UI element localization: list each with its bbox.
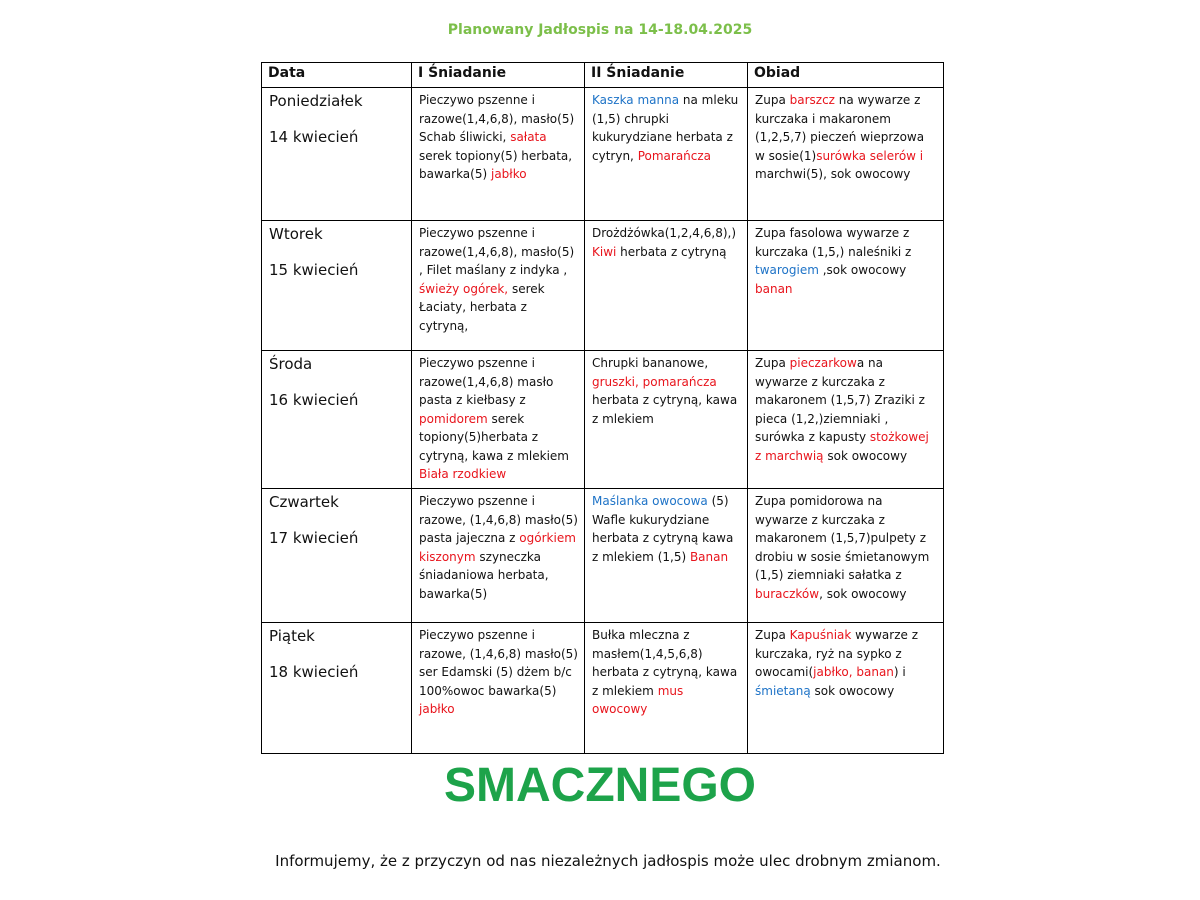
day-cell [262, 88, 412, 221]
highlighted-food: Banan [689, 549, 729, 564]
header-data: Data [262, 63, 412, 88]
highlighted-food: twarogiem [755, 263, 819, 277]
breakfast-2-cell [585, 623, 748, 754]
menu-text: na mleku (1,5) chrupki kukurydziane herbata z cytryn, [592, 93, 739, 163]
menu-text: (5) Wafle kukurydziane herbata z cytryną kawa z mlekiem (1,5) [592, 494, 734, 564]
highlighted-food: jabłko [490, 167, 527, 181]
table-row [262, 489, 944, 623]
highlighted-food: jabłko [419, 702, 455, 716]
menu-text: , sok owocowy [819, 586, 907, 601]
lunch-cell [748, 623, 944, 754]
day-date: 16 kwiecień [269, 391, 359, 409]
highlighted-food: Biała rzodkiew [419, 467, 507, 481]
table-row [262, 221, 944, 351]
breakfast-2-cell [585, 489, 748, 623]
day-name: Wtorek [269, 225, 323, 243]
highlighted-food: śmietaną [755, 683, 811, 698]
highlighted-food: Kiwi [592, 244, 617, 259]
menu-text: marchwi(5), sok owocowy [755, 167, 911, 181]
menu-text: ) i [893, 665, 906, 679]
table-row [262, 88, 944, 221]
day-name: Środa [269, 355, 313, 373]
highlighted-food: sałata [510, 130, 547, 144]
breakfast-2-cell [585, 351, 748, 489]
menu-text: serek topiony(5) herbata, bawarka(5) [419, 148, 573, 181]
day-date: 14 kwiecień [269, 128, 359, 146]
breakfast-1-cell [412, 351, 585, 489]
menu-text: Zupa [755, 628, 790, 642]
lunch-cell [748, 489, 944, 623]
menu-text: herbata z cytryną [616, 244, 727, 259]
menu-text: Bułka mleczna z masłem(1,4,5,6,8) herbata z cytryną, kawa z mlekiem [592, 628, 738, 698]
day-cell [262, 351, 412, 489]
table-row [262, 623, 944, 754]
highlighted-food: ogórkiem kiszonym [419, 531, 576, 564]
highlighted-food: Kapuśniak [789, 628, 852, 642]
highlighted-food: stożkowej z marchwią [755, 430, 929, 463]
menu-text: herbata z cytryną, kawa z mlekiem [592, 393, 738, 426]
highlighted-food: jabłko, banan [813, 665, 894, 679]
menu-text: Pieczywo pszenne i razowe, (1,4,6,8) masło(5) pasta jajeczna z [419, 494, 578, 545]
breakfast-1-cell [412, 221, 585, 351]
menu-text: Pieczywo pszenne i razowe(1,4,6,8), masło(5) , Filet maślany z indyka , [419, 226, 575, 277]
breakfast-1-cell [412, 88, 585, 221]
header-breakfast-2: II Śniadanie [585, 63, 748, 88]
highlighted-food: pomidorem [419, 411, 488, 426]
menu-text: a na wywarze z kurczaka z makaronem (1,5,7) Zraziki z pieca (1,2,)ziemniaki , surówka z kapusty [755, 356, 925, 444]
highlighted-food: banan [755, 281, 793, 296]
day-date: 15 kwiecień [269, 261, 359, 279]
menu-text: Zupa pomidorowa na wywarze z kurczaka z makaronem (1,5,7)pulpety z drobiu w sosie śmietanowym (1,5) ziemniaki sałatka z [755, 494, 930, 582]
menu-text: Pieczywo pszenne i razowe(1,4,6,8) masło pasta z kiełbasy z [419, 356, 554, 407]
menu-title: Planowany Jadłospis na 14-18.04.2025 [447, 22, 753, 38]
menu-text: wywarze z kurczaka, ryż na sypko z owocami( [755, 628, 918, 679]
header-breakfast-1: I Śniadanie [412, 63, 585, 88]
breakfast-2-cell [585, 88, 748, 221]
highlighted-food: barszcz [789, 93, 835, 107]
day-date: 17 kwiecień [269, 529, 359, 547]
highlighted-food: surówka selerów i [816, 148, 924, 163]
footer-note: Informujemy, że z przyczyn od nas niezależnych jadłospis może ulec drobnym zmianom. [275, 852, 941, 870]
lunch-cell [748, 88, 944, 221]
menu-text: sok owocowy [823, 448, 908, 463]
menu-text: sok owocowy [810, 683, 895, 698]
menu-text: Pieczywo pszenne i razowe, (1,4,6,8) masło(5) ser Edamski (5) dżem b/c 100%owoc bawarka(5) [419, 628, 578, 698]
menu-text: serek topiony(5)herbata z cytryną, kawa z mlekiem [419, 411, 569, 463]
table-row [262, 351, 944, 489]
day-cell [262, 623, 412, 754]
day-name: Piątek [269, 627, 315, 645]
lunch-cell [748, 351, 944, 489]
highlighted-food: Pomarańcza [637, 148, 712, 163]
menu-text: Zupa fasolowa wywarze z kurczaka (1,5,) naleśniki z [755, 226, 912, 259]
lunch-cell [748, 221, 944, 351]
menu-text: Zupa [755, 356, 790, 370]
menu-text: Drożdżówka(1,2,4,6,8),) [592, 226, 737, 240]
highlighted-food: Kaszka manna [592, 93, 680, 107]
menu-text: szyneczka śniadaniowa herbata, bawarka(5) [419, 549, 549, 601]
day-name: Poniedziałek [269, 92, 363, 110]
highlighted-food: Maślanka owocowa [592, 494, 708, 508]
menu-text: Zupa [755, 93, 790, 107]
menu-text: ,sok owocowy [818, 263, 907, 277]
header-lunch: Obiad [748, 63, 944, 88]
menu-text: Chrupki bananowe, [592, 356, 709, 370]
day-name: Czwartek [269, 493, 339, 511]
day-cell [262, 489, 412, 623]
breakfast-2-cell [585, 221, 748, 351]
breakfast-1-cell [412, 489, 585, 623]
menu-text: na wywarze z kurczaka i makaronem (1,2,5,7) pieczeń wieprzowa w sosie(1) [755, 93, 925, 163]
header-row [262, 63, 944, 88]
smacznego-heading: SMACZNEGO [444, 759, 756, 812]
highlighted-food: pieczarkow [789, 356, 857, 370]
highlighted-food: świeży ogórek, [419, 281, 509, 296]
day-cell [262, 221, 412, 351]
menu-text: serek Łaciaty, herbata z cytryną, [419, 281, 545, 333]
breakfast-1-cell [412, 623, 585, 754]
highlighted-food: gruszki, pomarańcza [592, 374, 717, 389]
menu-table [261, 62, 944, 754]
day-date: 18 kwiecień [269, 663, 359, 681]
highlighted-food: mus owocowy [592, 683, 684, 716]
menu-text: Pieczywo pszenne i razowe(1,4,6,8), masło(5) Schab śliwicki, [419, 93, 575, 144]
highlighted-food: buraczków [755, 586, 820, 601]
